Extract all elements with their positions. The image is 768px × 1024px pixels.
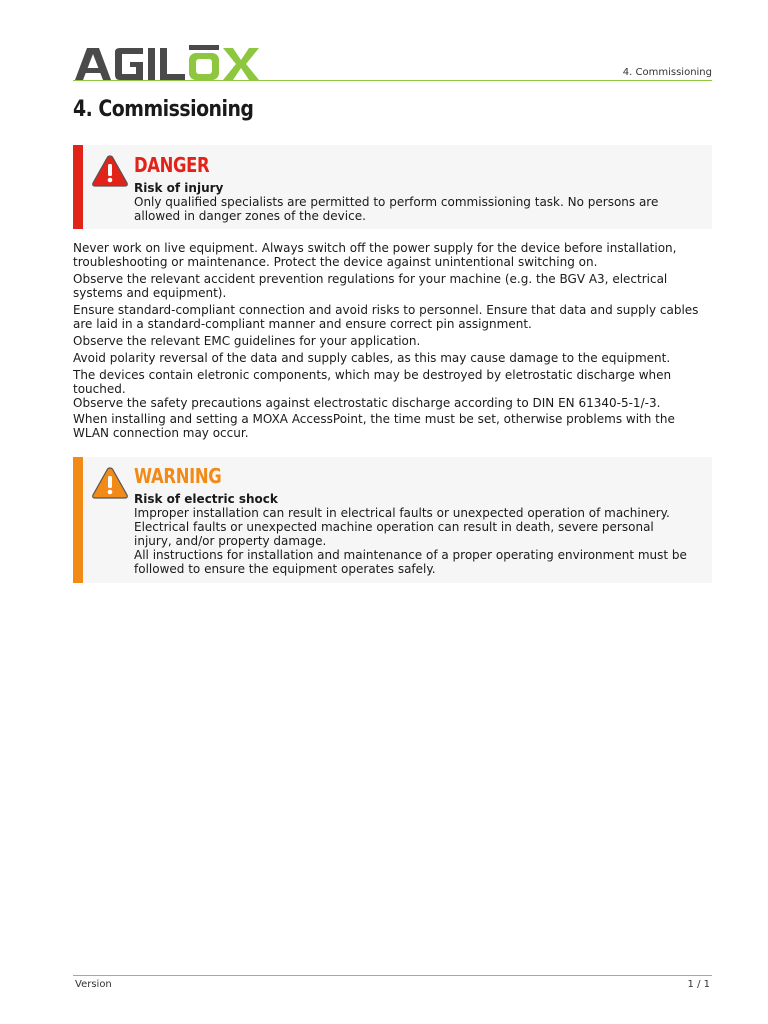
header-section-title: 4. Commissioning [622, 67, 712, 78]
danger-notice [73, 145, 712, 229]
footer-divider [73, 975, 712, 976]
page-title: 4. Commissioning [73, 97, 254, 122]
paragraph: Never work on live equipment. Always switch off the power supply for the device before installation, troubleshooting or maintenance. Protect the device against unintentional switching on. [73, 241, 677, 269]
paragraph: Observe the relevant EMC guidelines for your application. [73, 334, 421, 348]
agilox-logo [73, 42, 263, 82]
warning-notice [73, 457, 712, 583]
warning-line: Improper installation can result in electrical faults or unexpected operation of machinery. [134, 506, 670, 520]
header-divider [73, 80, 712, 81]
warning-line: Electrical faults or unexpected machine operation can result in death, severe personal injury, and/or property damage. [134, 520, 654, 548]
danger-subhead: Risk of injury [134, 181, 224, 195]
danger-label: DANGER [134, 153, 210, 177]
body-text [73, 241, 713, 443]
warning-triangle-icon [91, 466, 129, 500]
page-number: 1 / 1 [687, 979, 710, 990]
footer-version: Version [75, 979, 112, 990]
paragraph: When installing and setting a MOXA AccessPoint, the time must be set, otherwise problems with the WLAN connection may occur. [73, 412, 675, 440]
warning-line: All instructions for installation and maintenance of a proper operating environment must be followed to ensure the equipment operates safely. [134, 548, 687, 576]
warning-body [134, 492, 694, 576]
danger-body [134, 181, 694, 223]
warning-triangle-icon [91, 154, 129, 188]
paragraph: The devices contain eletronic components, which may be destroyed by eletrostatic discharge when touched. [73, 368, 672, 396]
paragraph: Avoid polarity reversal of the data and supply cables, as this may cause damage to the equipment. [73, 351, 671, 365]
warning-bar [73, 457, 83, 583]
danger-bar [73, 145, 83, 229]
danger-text: Only qualified specialists are permitted to perform commissioning task. No persons are allowed in danger zones of the device. [134, 195, 659, 223]
warning-subhead: Risk of electric shock [134, 492, 278, 506]
warning-label: WARNING [134, 464, 222, 488]
paragraph: Observe the safety precautions against electrostatic discharge according to DIN EN 61340-5-1/-3. [73, 396, 661, 410]
paragraph: Ensure standard-compliant connection and avoid risks to personnel. Ensure that data and supply cables are laid in a standard-compliant manner and ensure correct pin assignment. [73, 303, 699, 331]
page-header [73, 42, 712, 82]
paragraph: Observe the relevant accident prevention regulations for your machine (e.g. the BGV A3, electrical systems and equipment). [73, 272, 668, 300]
